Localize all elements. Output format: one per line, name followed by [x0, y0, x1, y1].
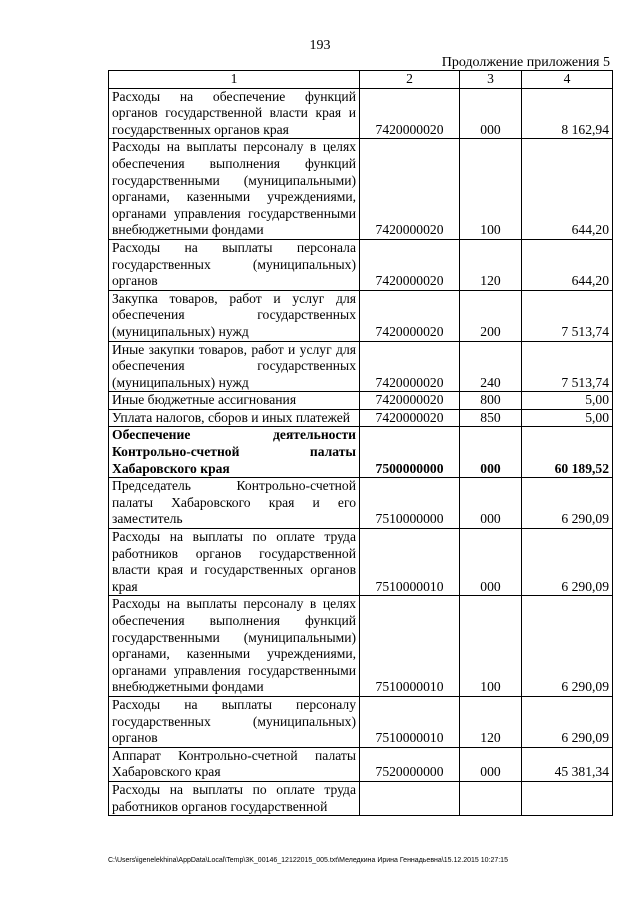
row-name-cell: Расходы на выплаты по оплате труда работников органов государственной [109, 781, 360, 815]
row-code-cell: 7510000000 [360, 478, 460, 529]
row-amount-cell: 8 162,94 [522, 88, 613, 139]
row-code-cell: 7420000020 [360, 239, 460, 290]
row-code-cell: 7500000000 [360, 427, 460, 478]
row-type-cell: 100 [460, 139, 522, 240]
table-row [109, 392, 613, 410]
table-body [109, 88, 613, 816]
row-type-cell: 200 [460, 290, 522, 341]
row-type-cell: 850 [460, 409, 522, 427]
row-type-cell: 120 [460, 239, 522, 290]
row-type-cell: 240 [460, 341, 522, 392]
row-amount-cell: 6 290,09 [522, 596, 613, 697]
row-name-cell: Расходы на выплаты персоналу в целях обеспечения выполнения функций государственными (муниципальными) органами, казенными учреждениями, органами управления государственными внебюджетными фондами [109, 596, 360, 697]
header-col-3: 3 [460, 71, 522, 89]
table-row [109, 341, 613, 392]
row-name-cell: Расходы на обеспечение функций органов государственной власти края и государственных органов края [109, 88, 360, 139]
row-type-cell: 000 [460, 529, 522, 596]
row-name-cell: Расходы на выплаты персонала государственных (муниципальных) органов [109, 239, 360, 290]
header-col-2: 2 [360, 71, 460, 89]
table-row [109, 139, 613, 240]
file-path-footer: C:\Users\igenelekhina\AppData\Local\Temp\3K_00146_12122015_005.txt\Меледкина Ирина Геннадьевна\15.12.2015 10:27:15 [108, 857, 508, 864]
row-amount-cell: 60 189,52 [522, 427, 613, 478]
table-row [109, 88, 613, 139]
row-name-cell: Обеспечение деятельности Контрольно-счетной палаты Хабаровского края [109, 427, 360, 478]
row-code-cell: 7510000010 [360, 529, 460, 596]
row-name-cell: Председатель Контрольно-счетной палаты Хабаровского края и его заместитель [109, 478, 360, 529]
row-type-cell: 000 [460, 427, 522, 478]
row-type-cell: 000 [460, 478, 522, 529]
row-code-cell [360, 781, 460, 815]
row-code-cell: 7510000010 [360, 596, 460, 697]
row-name-cell: Расходы на выплаты персоналу государственных (муниципальных) органов [109, 696, 360, 747]
row-amount-cell: 5,00 [522, 409, 613, 427]
table-row [109, 239, 613, 290]
table-row [109, 290, 613, 341]
row-amount-cell: 6 290,09 [522, 529, 613, 596]
row-amount-cell [522, 781, 613, 815]
table-row [109, 409, 613, 427]
row-code-cell: 7520000000 [360, 747, 460, 781]
table-row [109, 596, 613, 697]
row-name-cell: Аппарат Контрольно-счетной палаты Хабаровского края [109, 747, 360, 781]
row-amount-cell: 6 290,09 [522, 696, 613, 747]
table-row [109, 747, 613, 781]
row-type-cell: 120 [460, 696, 522, 747]
row-name-cell: Расходы на выплаты по оплате труда работников органов государственной власти края и государственных органов края [109, 529, 360, 596]
row-type-cell [460, 781, 522, 815]
row-code-cell: 7420000020 [360, 409, 460, 427]
continuation-label: Продолжение приложения 5 [441, 55, 610, 70]
budget-table [108, 70, 613, 816]
row-type-cell: 000 [460, 88, 522, 139]
row-code-cell: 7420000020 [360, 341, 460, 392]
row-type-cell: 800 [460, 392, 522, 410]
row-amount-cell: 5,00 [522, 392, 613, 410]
row-code-cell: 7510000010 [360, 696, 460, 747]
row-name-cell: Иные бюджетные ассигнования [109, 392, 360, 410]
header-col-1: 1 [109, 71, 360, 89]
row-name-cell: Расходы на выплаты персоналу в целях обеспечения выполнения функций государственными (муниципальными) органами, казенными учреждениями, органами управления государственными внебюджетными фондами [109, 139, 360, 240]
row-name-cell: Уплата налогов, сборов и иных платежей [109, 409, 360, 427]
row-code-cell: 7420000020 [360, 290, 460, 341]
row-code-cell: 7420000020 [360, 139, 460, 240]
row-amount-cell: 45 381,34 [522, 747, 613, 781]
row-code-cell: 7420000020 [360, 392, 460, 410]
table-row [109, 696, 613, 747]
table-row [109, 478, 613, 529]
table-header-row [109, 71, 613, 89]
row-amount-cell: 7 513,74 [522, 290, 613, 341]
row-amount-cell: 644,20 [522, 239, 613, 290]
table-row [109, 427, 613, 478]
table-row [109, 529, 613, 596]
row-type-cell: 000 [460, 747, 522, 781]
row-name-cell: Закупка товаров, работ и услуг для обеспечения государственных (муниципальных) нужд [109, 290, 360, 341]
row-amount-cell: 644,20 [522, 139, 613, 240]
page-number: 193 [309, 38, 331, 53]
header-col-4: 4 [522, 71, 613, 89]
row-type-cell: 100 [460, 596, 522, 697]
table-row [109, 781, 613, 815]
row-amount-cell: 7 513,74 [522, 341, 613, 392]
row-code-cell: 7420000020 [360, 88, 460, 139]
row-amount-cell: 6 290,09 [522, 478, 613, 529]
row-name-cell: Иные закупки товаров, работ и услуг для обеспечения государственных (муниципальных) нужд [109, 341, 360, 392]
